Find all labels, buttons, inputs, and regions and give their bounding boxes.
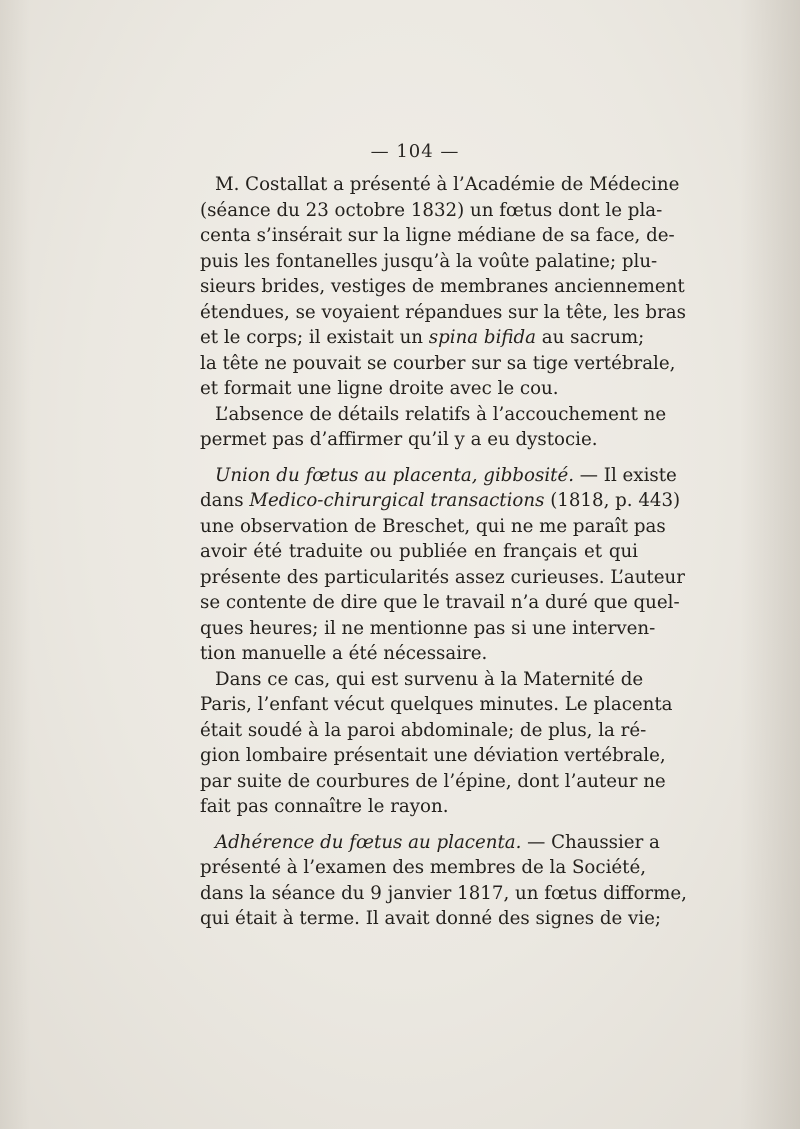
text-line: (séance du 23 octobre 1832) un fœtus dont le pla-: [200, 199, 663, 221]
text-run: au sacrum;: [536, 327, 645, 348]
text-line: centa s’insérait sur la ligne médiane de sa face, de-: [200, 225, 675, 246]
page-left-shading: [0, 0, 30, 1129]
italic-term: spina bifida: [428, 327, 537, 348]
text-line: [200, 325, 645, 351]
page-number: — 104 —: [370, 141, 460, 162]
text-run: dans: [200, 490, 250, 511]
text-line: permet pas d’affirmer qu’il y a eu dystocie.: [200, 429, 598, 450]
section-heading: Adhérence du fœtus au placenta.: [215, 831, 522, 853]
text-line: Paris, l’enfant vécut quelques minutes. Le placenta: [200, 694, 673, 715]
text-line: L’absence de détails relatifs à l’accouchement ne: [215, 403, 667, 425]
text-line: [200, 463, 677, 489]
text-line: sieurs brides, vestiges de membranes anciennement: [200, 276, 685, 297]
text-line: présenté à l’examen des membres de la Société,: [200, 857, 647, 878]
text-line: puis les fontanelles jusqu’à la voûte palatine; plu-: [200, 250, 658, 272]
text-line: [200, 488, 681, 514]
text-line: une observation de Breschet, qui ne me paraît pas: [200, 515, 666, 537]
text-line: M. Costallat a présenté à l’Académie de Médecine: [215, 174, 680, 195]
text-line: tion manuelle a été nécessaire.: [200, 643, 488, 664]
text-line: avoir été traduite ou publiée en français et qui: [200, 541, 638, 562]
text-run: — Chaussier a: [521, 831, 660, 853]
text-line: la tête ne pouvait se courber sur sa tige vertébrale,: [200, 352, 676, 374]
text-line: étendues, se voyaient répandues sur la tête, les bras: [200, 301, 686, 323]
text-line: fait pas connaître le rayon.: [200, 796, 449, 817]
text-line: était soudé à la paroi abdominale; de plus, la ré-: [200, 719, 647, 741]
section-heading: Union du fœtus au placenta, gibbosité.: [215, 464, 575, 486]
text-line: ques heures; il ne mentionne pas si une interven-: [200, 617, 656, 639]
text-line: [200, 830, 660, 856]
italic-term: Medico-chirurgical transactions: [249, 490, 545, 511]
text-run: — Il existe: [574, 464, 677, 486]
page-right-shading: [740, 0, 800, 1129]
text-line: se contente de dire que le travail n’a duré que quel-: [200, 592, 680, 613]
text-line: dans la séance du 9 janvier 1817, un fœtus difforme,: [200, 882, 687, 904]
text-line: gion lombaire présentait une déviation vertébrale,: [200, 745, 666, 766]
text-line: et formait une ligne droite avec le cou.: [200, 378, 559, 399]
text-line: Dans ce cas, qui est survenu à la Maternité de: [215, 668, 644, 690]
text-run: (1818, p. 443): [544, 490, 681, 511]
text-line: qui était à terme. Il avait donné des signes de vie;: [200, 908, 662, 929]
body-text: [200, 172, 687, 932]
text-line: par suite de courbures de l’épine, dont l’auteur ne: [200, 770, 666, 792]
text-line: présente des particularités assez curieuses. L’auteur: [200, 566, 685, 588]
text-run: et le corps; il existait un: [200, 327, 429, 348]
